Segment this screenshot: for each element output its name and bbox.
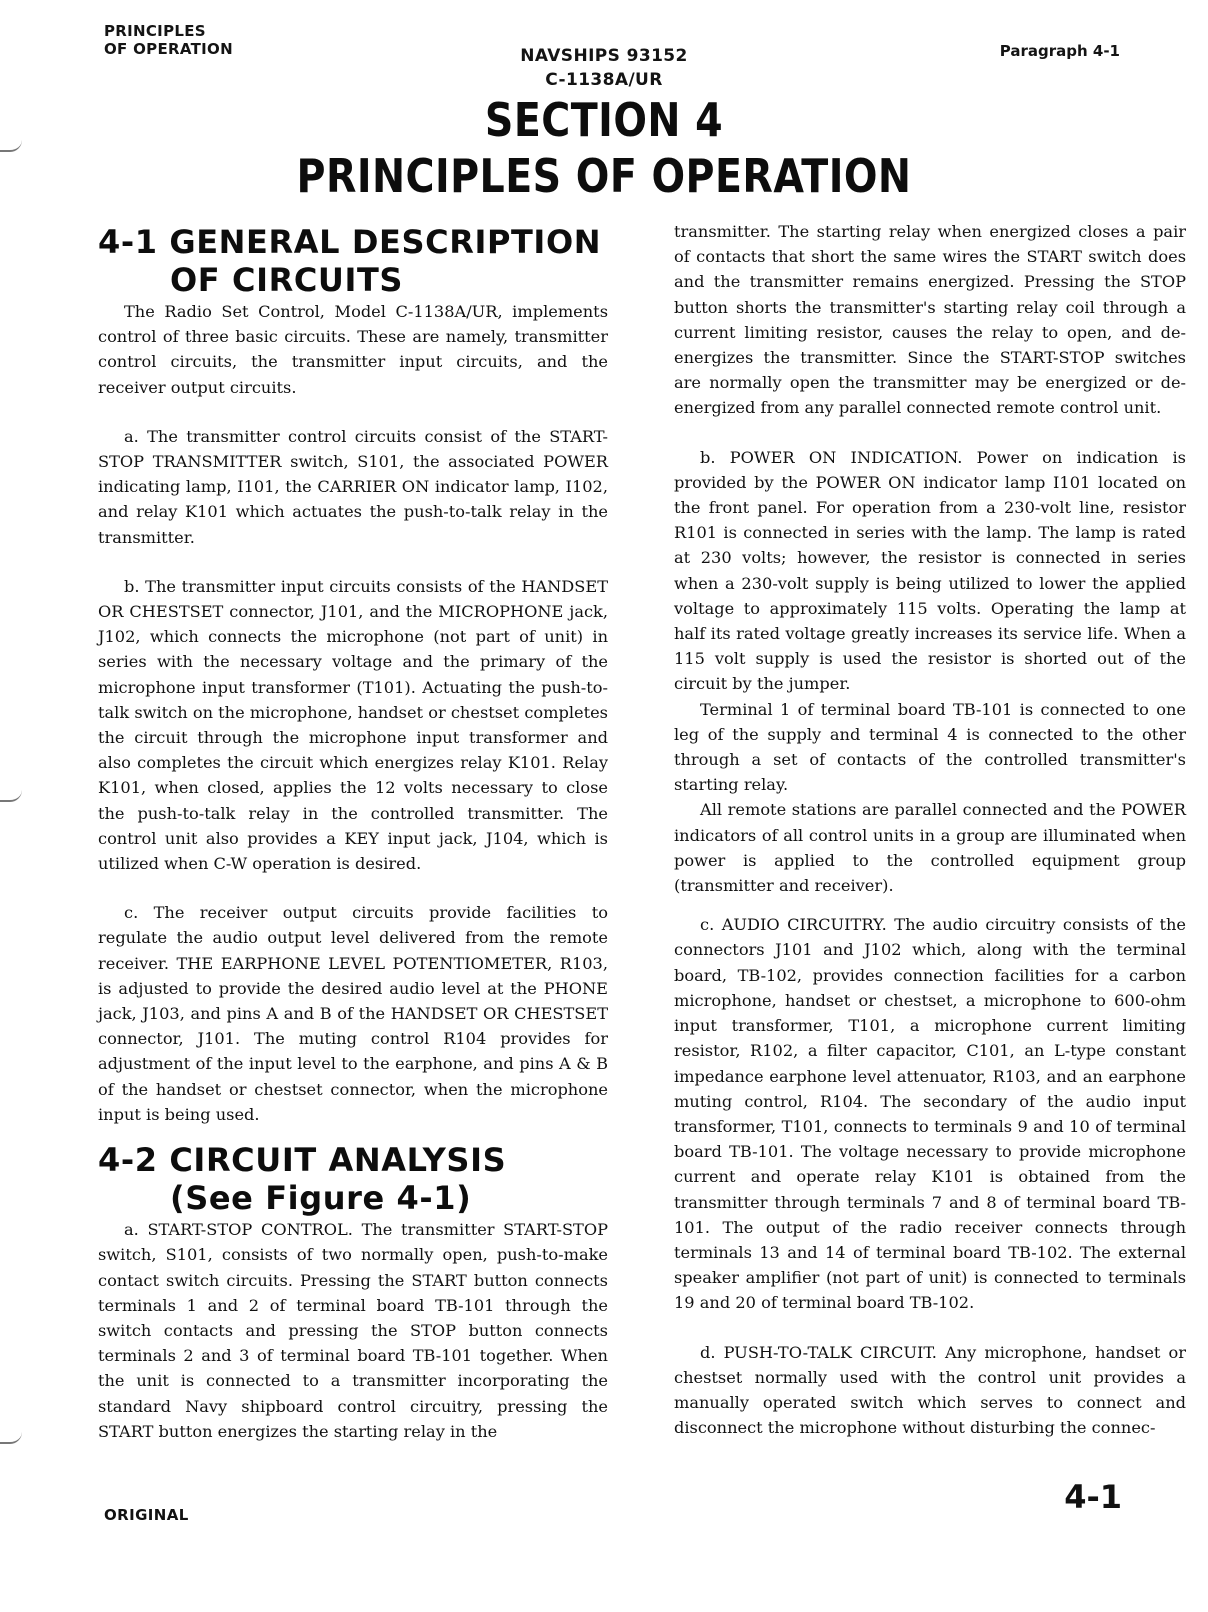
paragraph-4-2-c: c. AUDIO CIRCUITRY. The audio circuitry consists of the connectors J101 and J102 which, along with the terminal board, TB-102, provides connection facilities for a carbon microphone, handset or chestset, a microphone to 600-ohm input transformer, T101, a microphone current limiting resistor, R102, a filter capacitor, C101, an L-type constant impedance earphone level attenuator, R103, and an earphone muting control, R104. The secondary of the audio input transformer, T101, connects to terminals 9 and 10 of terminal board TB-101. The voltage necessary to provide microphone current and operate relay K101 is obtained from the transmitter through terminals 7 and 8 of terminal board TB-101. The output of the radio receiver connects through terminals 13 and 14 of terminal board TB-102. The external speaker amplifier (not part of unit) is connected to terminals 19 and 20 of terminal board TB-102. [674,915,1186,1313]
binding-hole-mark [0,1432,22,1444]
paragraph-4-1-b: b. The transmitter input circuits consists of the HANDSET OR CHESTSET connector, J101, and the MICROPHONE jack, J102, which connects the microphone (not part of unit) in series with the necessary voltage and the primary of the microphone input transformer (T101). Actuating the push-to-talk switch on the microphone, handset or chestset completes the circuit through the microphone input transformer and also completes the circuit which energizes relay K101. Relay K101, when closed, applies the 12 volts necessary to close the push-to-talk relay in the controlled transmitter. The control unit also provides a KEY input jack, J104, which is utilized when C-W operation is desired. [98,576,608,874]
section-number: SECTION 4 [484,93,724,147]
paragraph-4-1-c: c. The receiver output circuits provide facilities to regulate the audio output level delivered from the remote receiver. THE EARPHONE LEVEL POTENTIOMETER, R103, is adjusted to provide the desired audio level at the PHONE jack, J103, and pins A and B of the HANDSET OR CHESTSET connector, J101. The muting control R104 provides for adjustment of the input level to the earphone, and pins A & B of the handset or chestset connector, when the microphone input is being used. [98,903,608,1124]
paragraph-4-2-a: a. START-STOP CONTROL. The transmitter START-STOP switch, S101, consists of two normally open, push-to-make contact switch circuits. Pressing the START button connects terminals 1 and 2 of terminal board TB-101 through the switch contacts and pressing the STOP button connects terminals 2 and 3 of terminal board TB-101 together. When the unit is connected to a transmitter incorporating the standard Navy shipboard control circuitry, pressing the START button energizes the starting relay in the [98,1220,608,1441]
heading-4-2-line2: (See Figure 4-1) [170,1179,472,1218]
heading-4-1-line2: OF CIRCUITS [170,261,404,299]
binding-hole-mark [0,790,22,802]
document-number: NAVSHIPS 93152 [520,46,688,66]
paragraph-4-1-a: a. The transmitter control circuits consist of the START-STOP TRANSMITTER switch, S101, the associated POWER indicating lamp, I101, the CARRIER ON indicator lamp, I102, and relay K101 which actuates the push-to-talk relay in the transmitter. [98,426,608,547]
paragraph-remote-stations: All remote stations are parallel connected and the POWER indicators of all control units in a group are illuminated when power is applied to the controlled equipment group (transmitter and receiver). [674,800,1186,896]
heading-4-1-line1: 4-1 GENERAL DESCRIPTION [98,223,602,261]
paragraph-4-2-d: d. PUSH-TO-TALK CIRCUIT. Any microphone, handset or chestset normally used with the control unit provides a manually operated switch which serves to connect and disconnect the microphone without disturbing the connec- [674,1342,1186,1438]
paragraph-4-2-a-continued: transmitter. The starting relay when energized closes a pair of contacts that short the same wires the START switch does and the transmitter remains energized. Pressing the STOP button shorts the transmitter's starting relay coil through a current limiting resistor, causes the relay to open, and de-energizes the transmitter. Since the START-STOP switches are normally open the transmitter may be energized or de-energized from any parallel connected remote control unit. [674,222,1186,418]
paragraph-intro: The Radio Set Control, Model C-1138A/UR, implements control of three basic circuits. These are namely, transmitter control circuits, the transmitter input circuits, and the receiver output circuits. [98,302,608,397]
page-number: 4-1 [1064,1478,1122,1516]
paragraph-terminal: Terminal 1 of terminal board TB-101 is connected to one leg of the supply and terminal 4 is connected to the other through a set of contacts of the controlled transmitter's starting relay. [674,699,1186,795]
left-column [98,223,608,1444]
header-left-line1: PRINCIPLES [104,22,206,40]
heading-4-2 [98,1141,608,1217]
heading-4-1 [98,223,608,299]
right-column [674,219,1186,1440]
footer-original-label: ORIGINAL [104,1506,189,1524]
paragraph-reference: Paragraph 4-1 [999,42,1120,60]
heading-4-2-line1: 4-2 CIRCUIT ANALYSIS [98,1141,507,1180]
equipment-model: C-1138A/UR [545,70,663,90]
section-title: PRINCIPLES OF OPERATION [296,149,912,203]
binding-hole-mark [0,140,22,152]
paragraph-4-2-b: b. POWER ON INDICATION. Power on indication is provided by the POWER ON indicator lamp I101 located on the front panel. For operation from a 230-volt line, resistor R101 is connected in series with the lamp. The lamp is rated at 230 volts; however, the resistor is connected in series when a 230-volt supply is being utilized to lower the applied voltage to approximately 115 volts. Operating the lamp at half its rated voltage greatly increases its service life. When a 115 volt supply is used the resistor is shorted out of the circuit by the jumper. [674,447,1186,694]
header-left-line2: OF OPERATION [104,40,233,58]
